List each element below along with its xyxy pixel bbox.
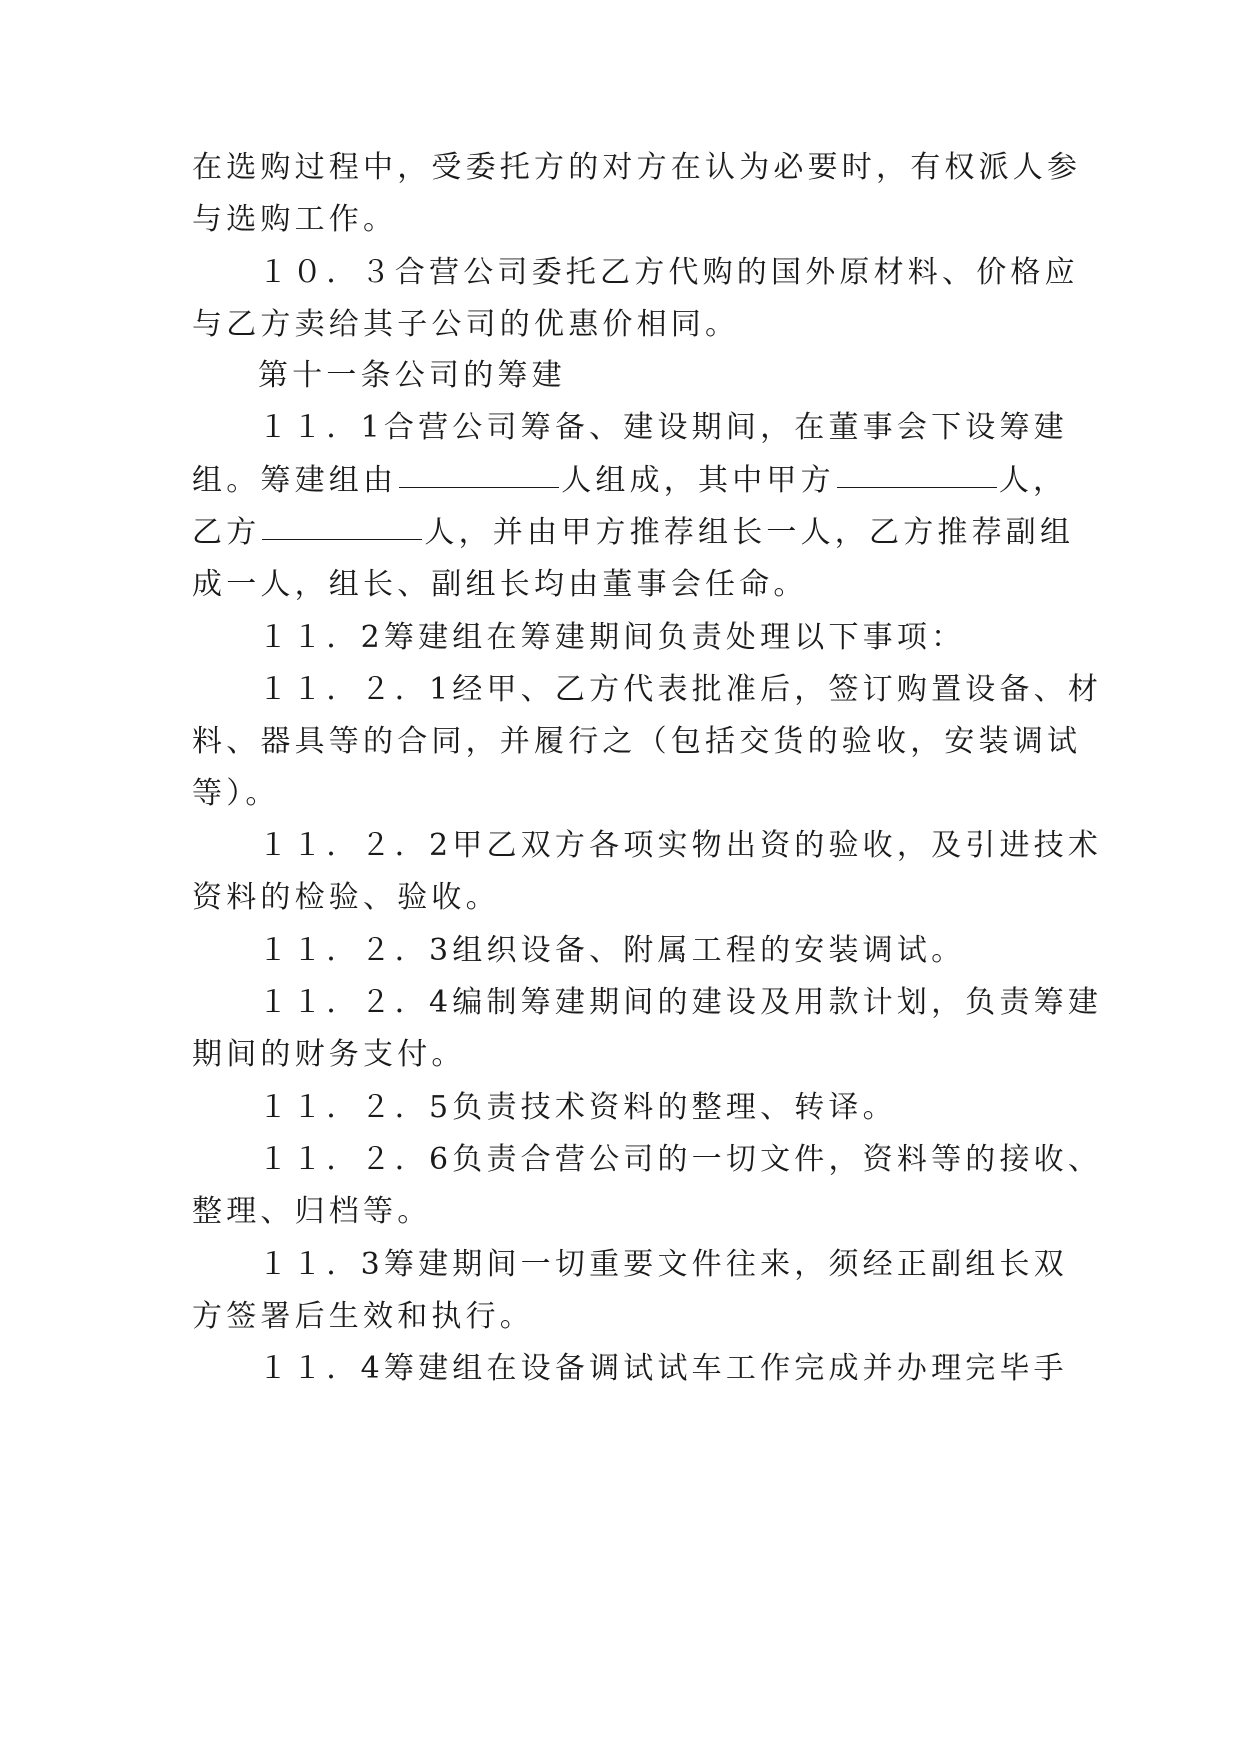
paragraph-line: 等）。 [192, 776, 280, 811]
article-11-heading: 第十一条公司的筹建 [258, 358, 566, 393]
paragraph-line: 资料的检验、验收。 [192, 880, 500, 915]
paragraph-line: 成一人，组长、副组长均由董事会任命。 [192, 567, 808, 602]
clause-11-2-4: １１．２．4编制筹建期间的建设及用款计划，负责筹建 [258, 985, 1103, 1020]
fill-in-blank [399, 486, 559, 488]
paragraph-line: 与乙方卖给其子公司的优惠价相同。 [192, 307, 740, 342]
paragraph-line: 与选购工作。 [192, 202, 398, 237]
line-text: 人，并由甲方推荐组长一人，乙方推荐副组 [424, 515, 1075, 550]
clause-11-3: １１．3筹建期间一切重要文件往来，须经正副组长双 [258, 1247, 1068, 1282]
paragraph-line: 在选购过程中，受委托方的对方在认为必要时，有权派人参 [192, 150, 1082, 185]
paragraph-line: 期间的财务支付。 [192, 1037, 466, 1072]
clause-11-2-6: １１．２．6负责合营公司的一切文件，资料等的接收、 [258, 1142, 1103, 1177]
clause-11-4: １１．4筹建组在设备调试试车工作完成并办理完毕手 [258, 1351, 1068, 1386]
paragraph-line-with-blanks [192, 513, 1074, 553]
clause-11-2: １１．2筹建组在筹建期间负责处理以下事项： [258, 620, 966, 655]
paragraph-line: 整理、归档等。 [192, 1194, 432, 1229]
fill-in-blank [837, 486, 997, 488]
line-text: 人， [998, 463, 1068, 498]
paragraph-line: 方签署后生效和执行。 [192, 1299, 534, 1334]
clause-11-2-5: １１．２．5负责技术资料的整理、转译。 [258, 1090, 897, 1125]
clause-11-2-1: １１．２．1经甲、乙方代表批准后，签订购置设备、材 [258, 672, 1103, 707]
line-text: 人组成，其中甲方 [561, 463, 835, 498]
line-text: 组。筹建组由 [192, 463, 398, 498]
paragraph-line: 料、器具等的合同，并履行之（包括交货的验收，安装调试 [192, 724, 1082, 759]
clause-10-3: １０．３合营公司委托乙方代购的国外原材料、价格应 [258, 255, 1079, 290]
fill-in-blank [262, 538, 422, 540]
line-text: 乙方 [192, 515, 261, 550]
clause-11-2-2: １１．２．2甲乙双方各项实物出资的验收，及引进技术 [258, 828, 1103, 863]
paragraph-line-with-blanks [192, 461, 1067, 501]
clause-11-1: １１．1合营公司筹备、建设期间，在董事会下设筹建 [258, 410, 1068, 445]
clause-11-2-3: １１．２．3组织设备、附属工程的安装调试。 [258, 933, 966, 968]
